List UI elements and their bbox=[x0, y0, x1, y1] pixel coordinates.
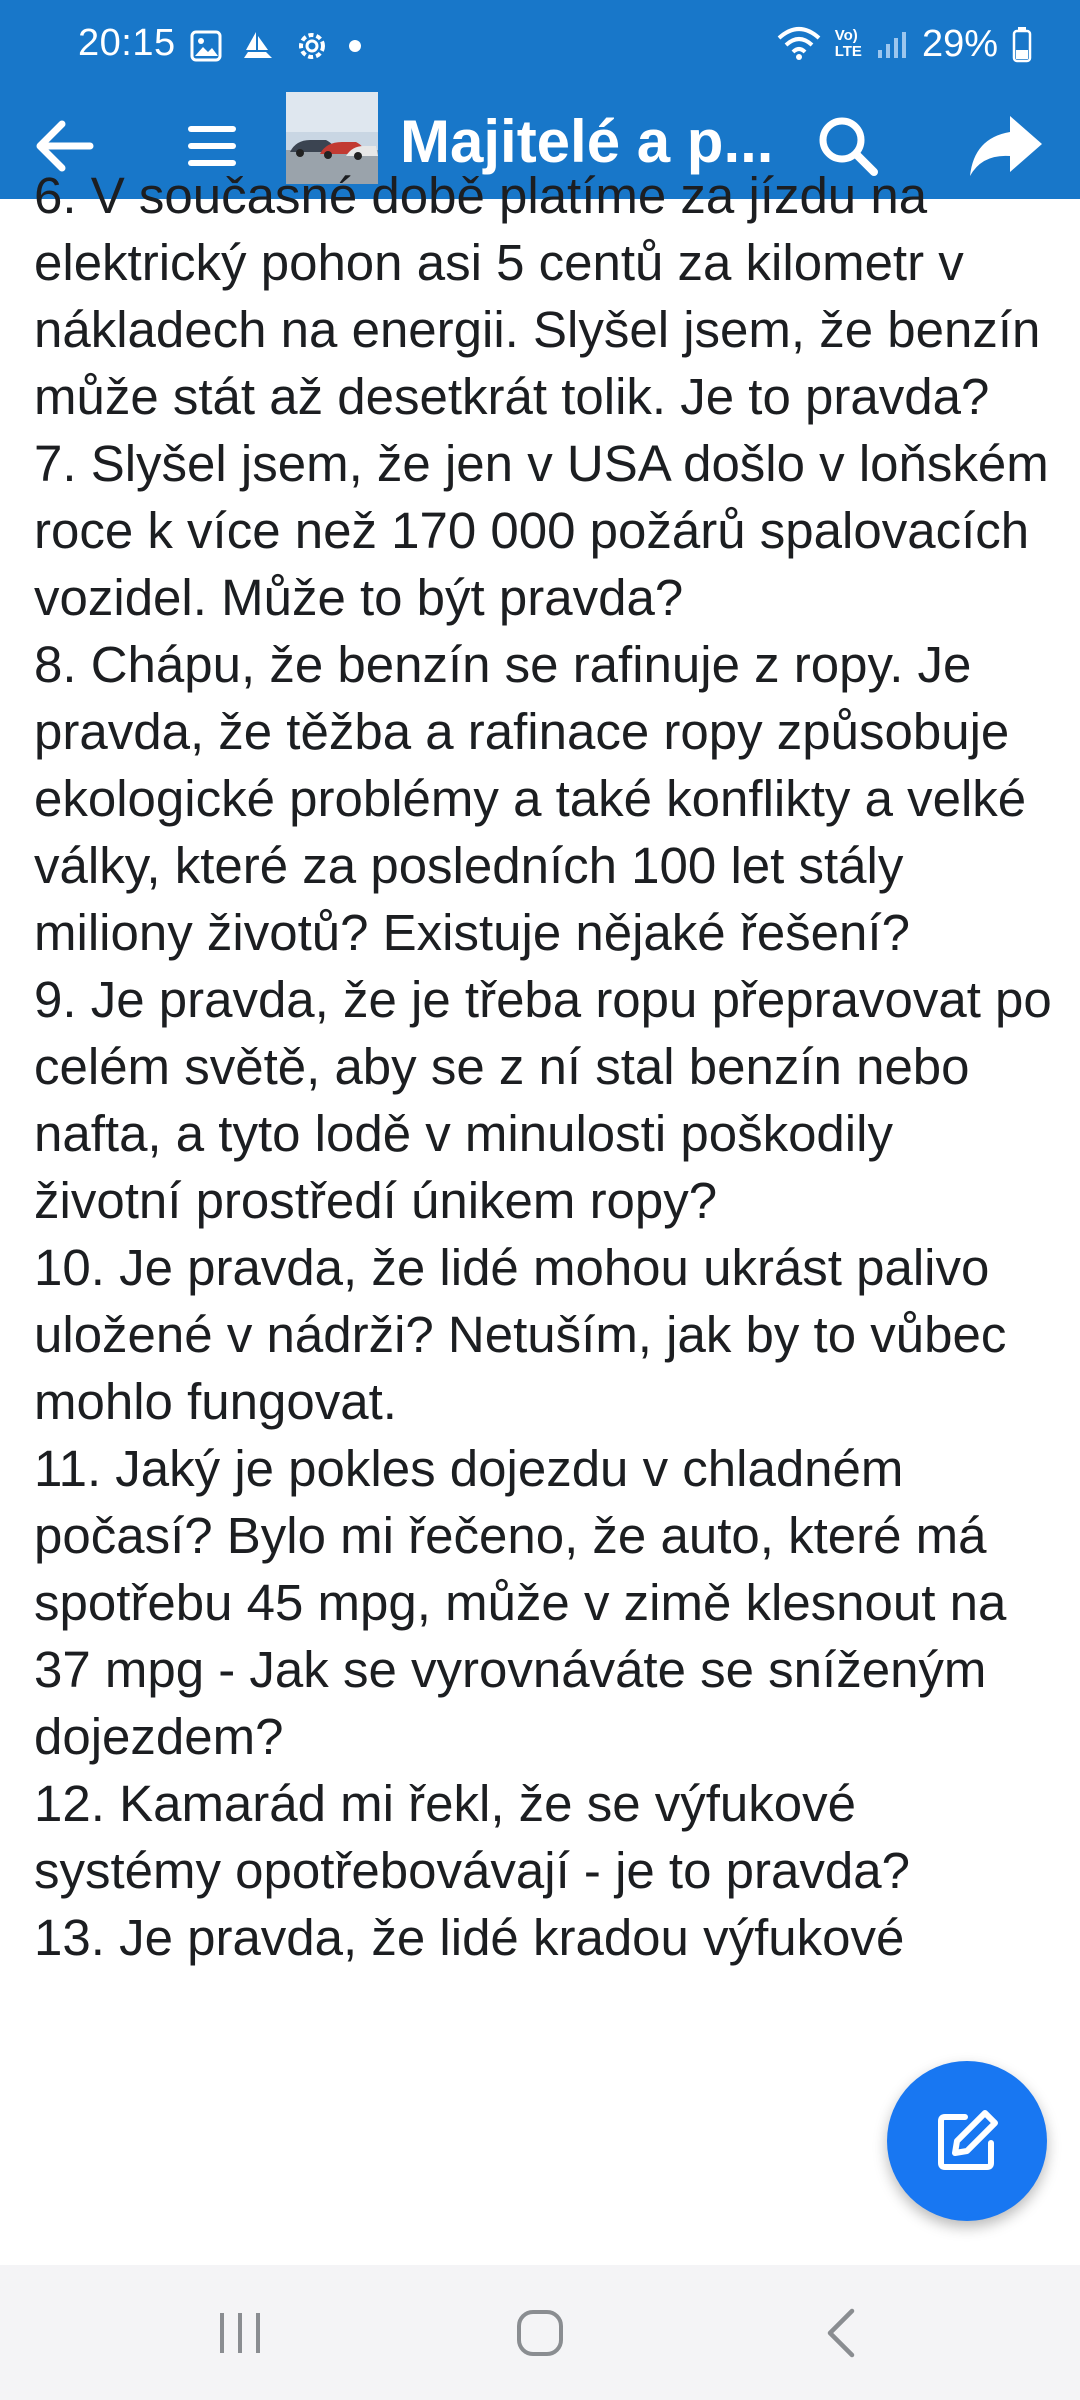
status-time: 20:15 bbox=[78, 22, 176, 64]
chevron-left-icon bbox=[818, 2305, 866, 2361]
nav-back-button[interactable] bbox=[802, 2301, 882, 2365]
notification-icons bbox=[190, 26, 362, 66]
system-navigation-bar bbox=[0, 2265, 1080, 2400]
volte-indicator bbox=[835, 28, 862, 60]
notification-dot-icon bbox=[348, 39, 362, 53]
settings-gear-icon bbox=[294, 28, 330, 64]
post-paragraph: 10. Je pravda, že lidé mohou ukrást palivo uložené v nádrži? Netuším, jak by to vůbec mohlo fungovat. bbox=[34, 1239, 1007, 1430]
battery-percent: 29% bbox=[921, 22, 998, 65]
wifi-icon bbox=[777, 26, 821, 62]
recent-apps-icon bbox=[210, 2309, 270, 2357]
post-paragraph: 6. V současné době platíme za jízdu na elektrický pohon asi 5 centů za kilometr v nákladech na energii. Slyšel jsem, že benzín může stát až desetkrát tolik. Je to pravda? bbox=[34, 167, 1041, 425]
volte-top-label: Vo) bbox=[834, 27, 858, 44]
system-icons bbox=[777, 22, 1032, 66]
battery-icon bbox=[1012, 26, 1032, 62]
status-bar bbox=[0, 0, 1080, 92]
gallery-icon bbox=[190, 30, 222, 62]
home-icon bbox=[512, 2305, 568, 2361]
signal-icon bbox=[876, 28, 908, 60]
group-title[interactable]: Majitelé a p... bbox=[400, 108, 774, 175]
volte-bottom-label: LTE bbox=[834, 43, 862, 60]
edit-pencil-icon bbox=[931, 2105, 1003, 2177]
boat-icon bbox=[240, 28, 276, 64]
post-paragraph: 9. Je pravda, že je třeba ropu přepravovat po celém světě, aby se z ní stal benzín nebo nafta, a tyto lodě v minulosti poškodily životní prostředí únikem ropy? bbox=[34, 971, 1052, 1229]
post-content[interactable] bbox=[0, 167, 1080, 2265]
post-body bbox=[34, 162, 1054, 1971]
recent-apps-button[interactable] bbox=[200, 2301, 280, 2365]
post-paragraph: 13. Je pravda, že lidé kradou výfukové bbox=[34, 1909, 905, 1966]
home-button[interactable] bbox=[500, 2301, 580, 2365]
compose-button[interactable] bbox=[887, 2061, 1047, 2221]
post-paragraph: 12. Kamarád mi řekl, že se výfukové systémy opotřebovávají - je to pravda? bbox=[34, 1775, 910, 1899]
post-paragraph: 11. Jaký je pokles dojezdu v chladném počasí? Bylo mi řečeno, že auto, které má spotřebu 45 mpg, může v zimě klesnout na 37 mpg - Jak se vyrovnáváte se sníženým dojezdem? bbox=[34, 1440, 1007, 1765]
post-paragraph: 8. Chápu, že benzín se rafinuje z ropy. Je pravda, že těžba a rafinace ropy způsobuje ekologické problémy a také konflikty a velké války, které za posledních 100 let stály miliony životů? Existuje nějaké řešení? bbox=[34, 636, 1027, 961]
post-paragraph: 7. Slyšel jsem, že jen v USA došlo v loňském roce k více než 170 000 požárů spalovacích vozidel. Může to být pravda? bbox=[34, 435, 1049, 626]
